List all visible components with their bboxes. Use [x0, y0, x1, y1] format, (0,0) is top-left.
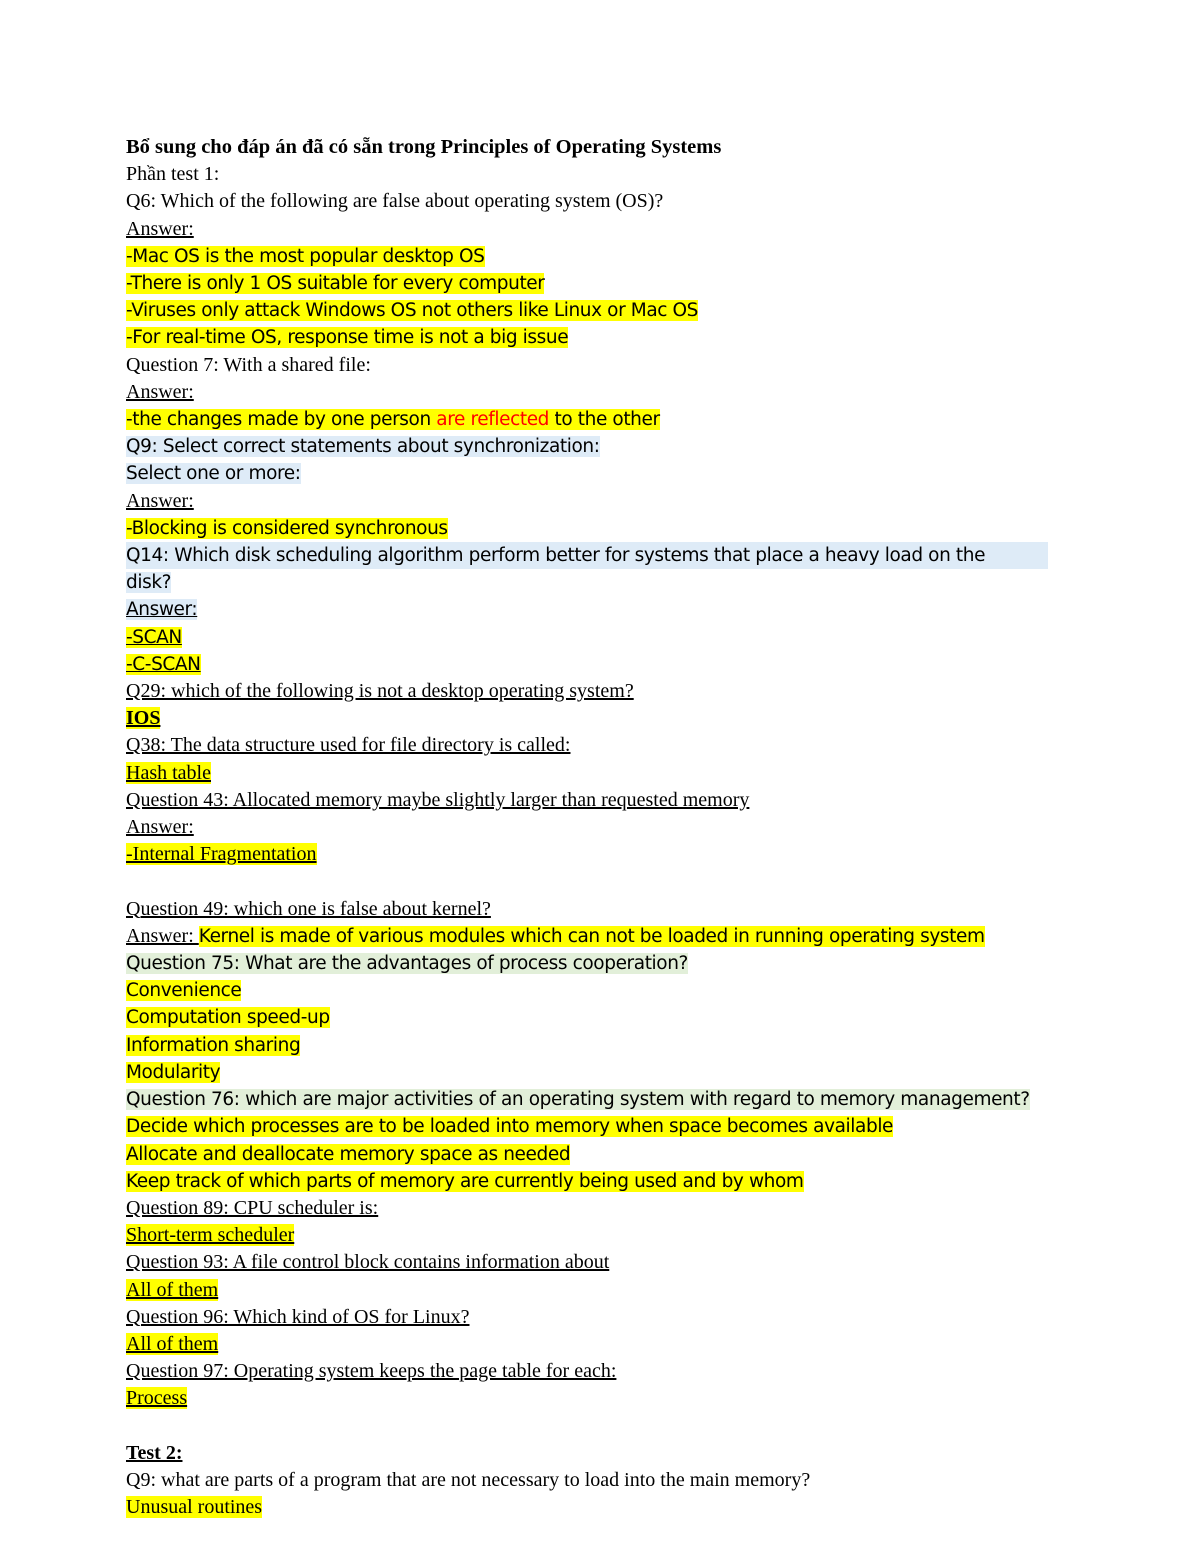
q75-question: Question 75: What are the advantages of process cooperation? — [126, 953, 688, 975]
q9-answer-label: Answer: — [126, 489, 194, 512]
q14-question-b: disk? — [126, 572, 172, 594]
q76-question: Question 76: which are major activities of an operating system with regard to memory management? — [126, 1089, 1030, 1111]
q38-question: Q38: The data structure used for file directory is called: — [126, 734, 571, 757]
q76-answer-3: Keep track of which parts of memory are currently being used and by whom — [126, 1170, 804, 1192]
q49-question: Question 49: which one is false about kernel? — [126, 897, 491, 920]
q75-answer-1: Convenience — [126, 980, 242, 1002]
q89-question: Question 89: CPU scheduler is: — [126, 1196, 379, 1219]
test2-q9-answer: Unusual routines — [126, 1496, 263, 1519]
document-title — [126, 134, 1066, 161]
q96-question: Question 96: Which kind of OS for Linux? — [126, 1305, 470, 1328]
blank-line — [126, 868, 1066, 895]
q75-answer-3: Information sharing — [126, 1034, 301, 1056]
q93-answer: All of them — [126, 1278, 219, 1301]
q49-answer: Kernel is made of various modules which can not be loaded in running operating system — [198, 925, 985, 947]
title-part2: Principles of Operating Systems — [440, 136, 722, 158]
q97-answer: Process — [126, 1387, 188, 1410]
document-body — [126, 134, 1066, 1521]
q29-answer: IOS — [126, 707, 161, 730]
q76-answer-1: Decide which processes are to be loaded into memory when space becomes available — [126, 1116, 894, 1138]
q14-question-line1 — [126, 542, 1048, 569]
q43-answer: -Internal Fragmentation — [126, 843, 317, 866]
q9-answer: -Blocking is considered synchronous — [126, 517, 448, 539]
q7-answer-part-a: -the changes made by one person — [126, 409, 437, 431]
q7-answer — [126, 409, 660, 430]
q6-answer-label: Answer: — [126, 217, 194, 240]
q29-question: Q29: which of the following is not a desktop operating system? — [126, 680, 634, 703]
q6-answer-2: -There is only 1 OS suitable for every computer — [126, 273, 545, 295]
section-heading: Phần test 1: — [126, 163, 220, 186]
blank-line — [126, 1413, 1066, 1440]
q14-answer-1: -SCAN — [126, 626, 182, 648]
q14-question-a: Which disk scheduling algorithm perform better for systems that place a heavy load on the — [174, 545, 986, 567]
q7-question: Question 7: With a shared file: — [126, 353, 371, 376]
q38-answer: Hash table — [126, 761, 211, 784]
q43-question: Question 43: Allocated memory maybe slightly larger than requested memory — [126, 788, 750, 811]
q7-answer-part-b: are reflected — [436, 409, 550, 431]
q14-answer-2: -C-SCAN — [126, 653, 201, 675]
q75-answer-4: Modularity — [126, 1061, 221, 1083]
q89-answer: Short-term scheduler — [126, 1224, 295, 1247]
test2-heading: Test 2: — [126, 1441, 183, 1464]
q6-answer-3: -Viruses only attack Windows OS not others like Linux or Mac OS — [126, 300, 699, 322]
q7-answer-label: Answer: — [126, 380, 194, 403]
q14-prefix: Q14: — [126, 545, 175, 567]
q6-question: Q6: Which of the following are false about operating system (OS)? — [126, 190, 664, 213]
test2-q9-question: Q9: what are parts of a program that are not necessary to load into the main memory? — [126, 1468, 811, 1491]
title-part1: Bổ sung cho đáp án đã có sẵn trong — [126, 136, 441, 158]
q7-answer-part-c: to the other — [549, 409, 660, 431]
q14-answer-label: Answer: — [126, 599, 198, 621]
q43-answer-label: Answer: — [126, 816, 194, 839]
q96-answer: All of them — [126, 1332, 219, 1355]
q76-answer-2: Allocate and deallocate memory space as needed — [126, 1143, 571, 1165]
q6-answer-1: -Mac OS is the most popular desktop OS — [126, 245, 485, 267]
q6-answer-4: -For real-time OS, response time is not a big issue — [126, 327, 569, 349]
q9-select: Select one or more: — [126, 463, 301, 485]
q93-question: Question 93: A file control block contains information about — [126, 1251, 610, 1274]
q75-answer-2: Computation speed-up — [126, 1007, 330, 1029]
q97-question: Question 97: Operating system keeps the page table for each: — [126, 1360, 617, 1383]
q9-question: Q9: Select correct statements about synchronization: — [126, 436, 600, 458]
q49-answer-label: Answer: — [126, 924, 199, 947]
